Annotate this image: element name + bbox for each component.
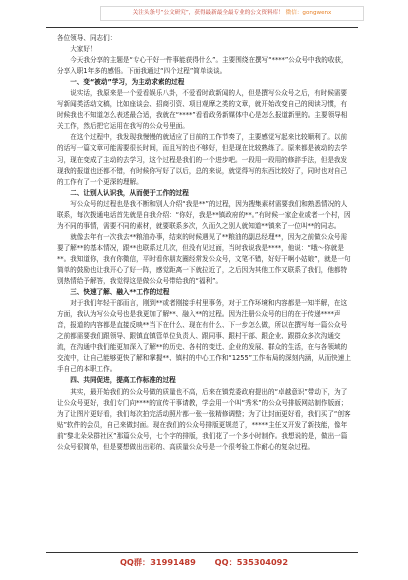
footer-divider — [46, 552, 358, 553]
section-3-heading: 三、快速了解、融入**工作的过程 — [70, 288, 170, 297]
header-divider — [46, 27, 358, 28]
section-3-paragraph-1: 对于我们年轻干部而言，刚到**或者刚接手村里事务，对于工作环境和内容都是一知半解，在这方面，我认为写公众号也是我更加了解**、融入**的过程。因为注册公众号的目的在于传递****声音，报道的内容都是直接反映**当下在什么、现在有什么、下一步怎么做，所以在撰写每一篇公众号之前都需要我们跟领导、跟镇直镇管单位负责人、跟同事、跟村干部、跟企业、跟群众多次沟通交流，在沟通中我们能更加深入了解**的历史、各村的变迁、企业的发展、群众的生活，在与各领域的交流中，让自己能够更快了解和掌握**、镇村的中心工作和“1255”工作布局的深刻内涵，从而快速上手自己的本职工作。 — [57, 299, 351, 374]
section-1-paragraph-2: 在这个过程中，我发现我慢慢的就适应了目前的工作节奏了，主要感觉写起来比较顺利了。以前的话写一篇文章可能需要很长时间，而且写的也不够好，但是现在比较熟练了。原来都是被动的去学习，现在变成了主动的去学习，这个过程是我们的一个进步吧。一段用一段用的修辞手法，但是我发现我的报道也还都不错，有时候你写好了以后，总的来说，就觉得写的东西比较好了，同时也对自己的工作有了一个更深的理解。 — [57, 133, 348, 186]
contact-footer — [0, 557, 408, 568]
document-body — [57, 33, 353, 453]
wechat-id: 微信：gongwenx — [285, 10, 332, 16]
section-2-paragraph-2: 就像去年有一次我去**粮油办事，结束的时候遇见了**粮油的副总经理**，因为之前做公众号需要了解**的基本情况，跟**也联系过几次，但没有见过面，当时我说我是****，他说：“哦～你就是**。我知道你，我有你微信，平时看你朋友圈经常发公众号，文笔不错，好好干啊小姑娘”，就是一句简单的鼓励也让我开心了好一阵，感觉距离一下就拉近了，之后因为其他工作又联系了我们，他都特别热情给予解答，我觉得这是做公众号带给我的“福利”。 — [57, 232, 351, 286]
section-4-heading: 四、共同促进，提高工作标准的过程 — [70, 376, 176, 385]
section-2-heading: 二、让别人认识我，从而便于工作的过程 — [70, 188, 189, 197]
qq-group: QQ群：31991489 — [119, 557, 196, 567]
greeting: 各位领导、同志们： — [57, 34, 117, 42]
intro-paragraph: 今天我分享的主题是“专心干好一件事能获得什么”。主要围绕在撰写“****”公众号中我的收获，分享入职1年多的感悟。下面我通过“四个过程”简单谈谈。 — [57, 56, 348, 76]
qq-number: QQ：535304092 — [214, 557, 289, 567]
section-1-paragraph-1: 说实话，我原来是一个爱看娱乐八卦，不爱看时政新闻的人，但是撰写公众号之后，有时候需要写新闻类活动文稿，比如座谈会、招商引资、项目观摩之类的文章，就开始改变自己的阅读习惯，有时候我也不知道怎么表述最合适，我就在“****”看看政务新媒体中心是怎么报道新里的。主要领导相关工作，然后把它运用在我写的公众号里面。 — [57, 89, 348, 131]
salutation: 大家好！ — [70, 45, 97, 54]
section-2-paragraph-1: 写公众号的过程也是我不断和别人介绍“我是**”的过程，因为搜集素材需要我们和熟悉情况的人联系，每次拨通电话首先就是自我介绍：“你好，我是**镇政府的**。”有时候一家企业或者一个村，因为不同的事情，需要不同的素材，就要联系多次，久而久之别人就知道**镇来了一位叫**的同志。 — [57, 199, 351, 230]
promo-text: 关注头条号“公文研究”，获得最新最全最专业的公文资料库！ — [132, 10, 284, 16]
section-4-paragraph-1: 其实，最开始我们的公众号做的质量也不高，后来在镇党委政府提出的“卓越意识”带动下，为了让公众号更好，我们专门向****的宣传干事请教，学会用一个叫“秀米”的公众号排版网站制作版面；为了让图片更好看，我们每次拍完活动照片都一张一张精修调整；为了让封面更好看，我们买了“创客贴”软件的会员，自己来做封面。现在我们的公众号排版更规范了，*****主任又开发了新技能，像年前“黎北朵朵群社区”那篇公众号，七个字的排版，我们花了一个多小时制作。我想说的是，做出一篇公众号很简单，但是要想做出出彩的、高质量公众号是一个很考验工作耐心的复杂过程。 — [57, 387, 351, 451]
promo-banner — [100, 6, 364, 21]
section-1-heading: 一、变“被动”学习，为主动求索的过程 — [70, 78, 185, 87]
